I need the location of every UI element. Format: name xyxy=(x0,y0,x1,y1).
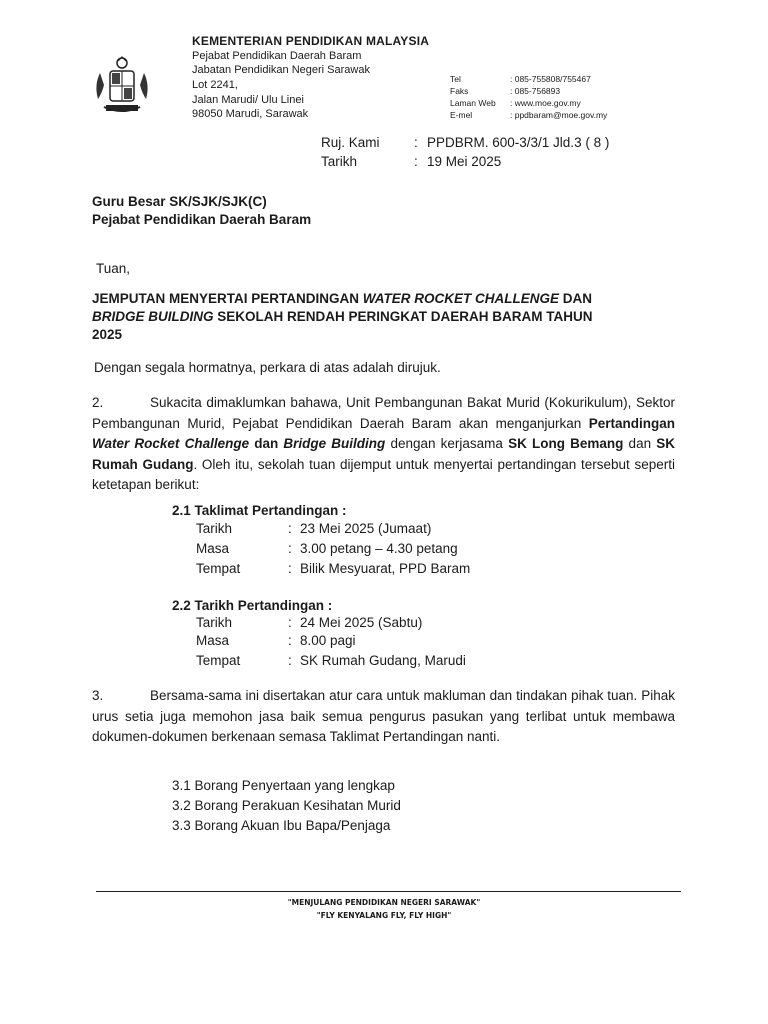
s22-value-masa: 8.00 pagi xyxy=(300,633,356,648)
date-value: 19 Mei 2025 xyxy=(427,154,502,169)
subject-line-2: BRIDGE BUILDING SEKOLAH RENDAH PERINGKAT DAERAH BARAM TAHUN xyxy=(92,309,593,324)
paragraph-2: 2. Sukacita dimaklumkan bahawa, Unit Pembangunan Bakat Murid (Kokurikulum), Sektor Pembangunan Murid, Pejabat Pendidikan Daerah Baram akan menganjurkan Pertandingan Water Rocket Challenge dan Bridge Building dengan kerjasama SK Long Bemang dan SK Rumah Gudang. Oleh itu, sekolah tuan dijemput untuk menyertai pertandingan tersebut seperti ketetapan berikut: xyxy=(92,395,675,492)
contact-label-web: Laman Web xyxy=(450,98,496,108)
section-2-2-title: 2.2 Tarikh Pertandingan : xyxy=(172,598,333,613)
s22-colon: : xyxy=(288,615,292,630)
section-2-1-title: 2.1 Taklimat Pertandingan : xyxy=(172,503,347,518)
subject-line-3: 2025 xyxy=(92,327,123,342)
address-line-1: Pejabat Pendidikan Daerah Baram xyxy=(192,50,362,62)
s21-value-tarikh: 23 Mei 2025 (Jumaat) xyxy=(300,521,432,536)
subject-line-1: JEMPUTAN MENYERTAI PERTANDINGAN WATER ROCKET CHALLENGE DAN xyxy=(92,291,593,306)
contact-label-email: E-mel xyxy=(450,110,473,120)
paragraph-2-number: 2. xyxy=(92,395,104,410)
footer-motto-1: "MENJULANG PENDIDIKAN NEGERI SARAWAK" xyxy=(287,898,481,907)
ref-label: Ruj. Kami xyxy=(321,135,380,150)
address-line-2: Jabatan Pendidikan Negeri Sarawak xyxy=(192,64,370,76)
list-item: 3.2 Borang Perakuan Kesihatan Murid xyxy=(172,798,401,813)
ministry-name: KEMENTERIAN PENDIDIKAN MALAYSIA xyxy=(192,34,430,48)
footer-divider xyxy=(96,891,681,892)
ref-colon: : xyxy=(414,135,418,150)
contact-value-email: : ppdbaram@moe.gov.my xyxy=(510,110,608,120)
address-line-4: Jalan Marudi/ Ulu Linei xyxy=(192,94,304,106)
s22-label-tarikh: Tarikh xyxy=(196,615,233,630)
contact-value-fax: : 085-756893 xyxy=(510,86,561,96)
contact-value-web: : www.moe.gov.my xyxy=(510,98,581,108)
footer-motto-2: "FLY KENYALANG FLY, FLY HIGH" xyxy=(316,911,452,920)
s22-colon: : xyxy=(288,653,292,668)
s22-label-tempat: Tempat xyxy=(196,653,241,668)
date-colon: : xyxy=(414,154,418,169)
s21-colon: : xyxy=(288,541,292,556)
s22-label-masa: Masa xyxy=(196,633,230,648)
contact-label-tel: Tel xyxy=(450,74,461,84)
s21-colon: : xyxy=(288,521,292,536)
paragraph-1: Dengan segala hormatnya, perkara di atas adalah dirujuk. xyxy=(94,360,441,375)
s22-value-tarikh: 24 Mei 2025 (Sabtu) xyxy=(300,615,423,630)
contact-value-tel: : 085-755808/755467 xyxy=(510,74,591,84)
date-label: Tarikh xyxy=(321,154,358,169)
recipient-line-2: Pejabat Pendidikan Daerah Baram xyxy=(92,212,312,227)
contact-label-fax: Faks xyxy=(450,86,469,96)
ref-value: PPDBRM. 600-3/3/1 Jld.3 ( 8 ) xyxy=(427,135,610,150)
s22-value-tempat: SK Rumah Gudang, Marudi xyxy=(300,653,466,668)
recipient-line-1: Guru Besar SK/SJK/SJK(C) xyxy=(92,194,267,209)
s21-label-tarikh: Tarikh xyxy=(196,521,233,536)
s21-colon: : xyxy=(288,561,292,576)
s21-label-tempat: Tempat xyxy=(196,561,241,576)
paragraph-3-number: 3. xyxy=(92,688,104,703)
s22-colon: : xyxy=(288,633,292,648)
address-line-5: 98050 Marudi, Sarawak xyxy=(192,108,309,120)
salutation: Tuan, xyxy=(96,261,131,276)
s21-value-tempat: Bilik Mesyuarat, PPD Baram xyxy=(300,561,471,576)
s21-value-masa: 3.00 petang – 4.30 petang xyxy=(300,541,458,556)
coat-of-arms-logo xyxy=(90,55,154,119)
s21-label-masa: Masa xyxy=(196,541,230,556)
address-line-3: Lot 2241, xyxy=(192,79,238,91)
paragraph-3: 3. Bersama-sama ini disertakan atur cara untuk makluman dan tindakan pihak tuan. Pihak urus setia juga memohon jasa baik semua pengurus pasukan yang terlibat untuk membawa dokumen-dokumen berkenaan semasa Taklimat Pertandingan nanti. xyxy=(92,688,675,744)
list-item: 3.3 Borang Akuan Ibu Bapa/Penjaga xyxy=(172,818,391,833)
list-item: 3.1 Borang Penyertaan yang lengkap xyxy=(172,778,395,793)
